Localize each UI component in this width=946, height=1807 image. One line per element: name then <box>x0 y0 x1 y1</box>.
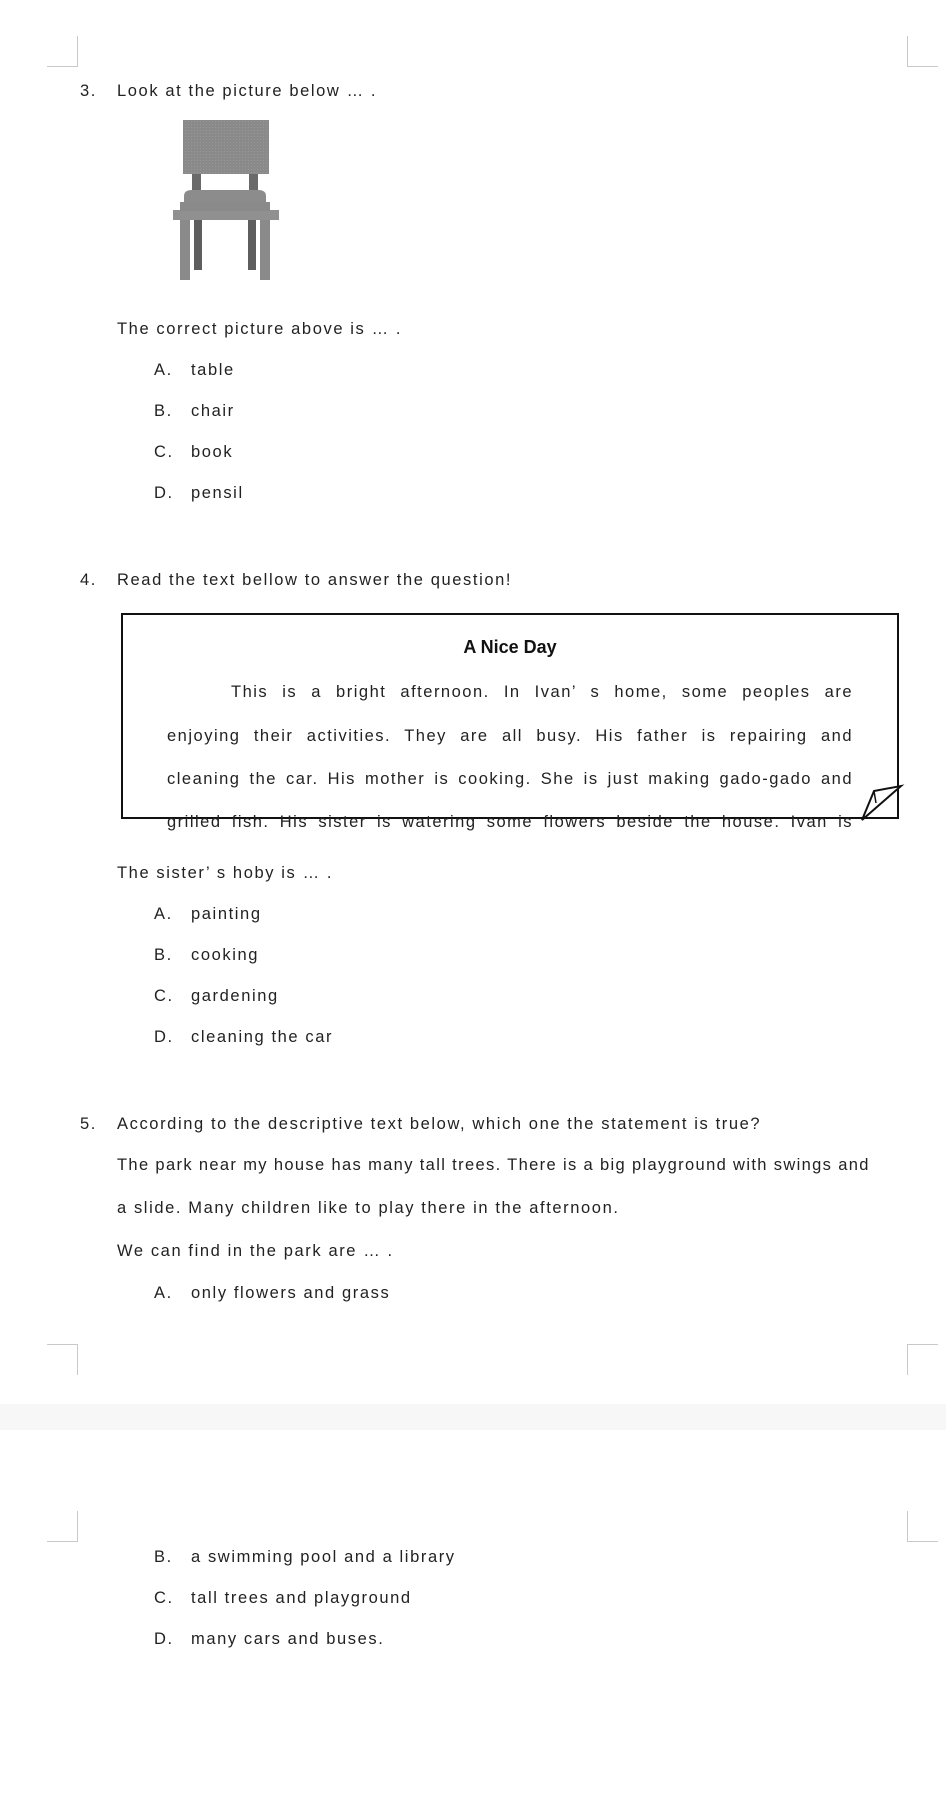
text-line-4: grilled fish. His sister is watering some flowers beside the house. Ivan is <box>167 813 853 831</box>
chair-icon <box>170 118 282 284</box>
option-letter: A. <box>154 361 173 379</box>
option-text: pensil <box>191 484 244 502</box>
question-number: 3. <box>80 82 97 100</box>
option-letter: C. <box>154 987 174 1005</box>
question-number: 4. <box>80 571 97 589</box>
option-letter: B. <box>154 1548 173 1566</box>
option-text: cleaning the car <box>191 1028 334 1046</box>
passage-line-2: a slide. Many children like to play there in the afternoon. <box>117 1199 620 1217</box>
crop-mark-top-left <box>47 36 78 67</box>
option-letter: B. <box>154 946 173 964</box>
option-text: painting <box>191 905 262 923</box>
text-title: A Nice Day <box>463 637 557 657</box>
text-line-2: enjoying their activities. They are all busy. His father is repairing and <box>167 727 853 745</box>
option-letter: A. <box>154 905 173 923</box>
option-letter: D. <box>154 484 174 502</box>
page-curl-icon <box>862 783 904 823</box>
option-text: book <box>191 443 234 461</box>
page-break <box>0 1404 946 1430</box>
crop-mark-top-right <box>907 1511 938 1542</box>
passage-line-1: The park near my house has many tall trees. There is a big playground with swings and <box>117 1156 870 1174</box>
reading-text-box <box>121 613 899 831</box>
option-text: cooking <box>191 946 260 964</box>
crop-mark-bottom-right <box>907 1344 938 1375</box>
question-prompt: Read the text bellow to answer the question! <box>117 571 513 589</box>
option-letter: D. <box>154 1028 174 1046</box>
option-letter: A. <box>154 1284 173 1302</box>
option-letter: D. <box>154 1630 174 1648</box>
option-text: gardening <box>191 987 279 1005</box>
option-text: chair <box>191 402 235 420</box>
crop-mark-top-left <box>47 1511 78 1542</box>
question-text: The sister’ s hoby is … . <box>117 864 334 882</box>
question-prompt: Look at the picture below … . <box>117 82 378 100</box>
crop-mark-top-right <box>907 36 938 67</box>
question-prompt: According to the descriptive text below, which one the statement is true? <box>117 1115 762 1133</box>
text-line-1: This is a bright afternoon. In Ivan’ s home, some peoples are <box>231 683 853 701</box>
question-text: The correct picture above is … . <box>117 320 403 338</box>
text-line-3: cleaning the car. His mother is cooking. She is just making gado-gado and <box>167 770 853 788</box>
option-text: a swimming pool and a library <box>191 1548 456 1566</box>
option-text: many cars and buses. <box>191 1630 385 1648</box>
option-letter: B. <box>154 402 173 420</box>
option-letter: C. <box>154 1589 174 1607</box>
option-letter: C. <box>154 443 174 461</box>
option-text: table <box>191 361 235 379</box>
question-text: We can find in the park are … . <box>117 1242 394 1260</box>
option-text: tall trees and playground <box>191 1589 412 1607</box>
crop-mark-bottom-left <box>47 1344 78 1375</box>
question-number: 5. <box>80 1115 97 1133</box>
option-text: only flowers and grass <box>191 1284 391 1302</box>
